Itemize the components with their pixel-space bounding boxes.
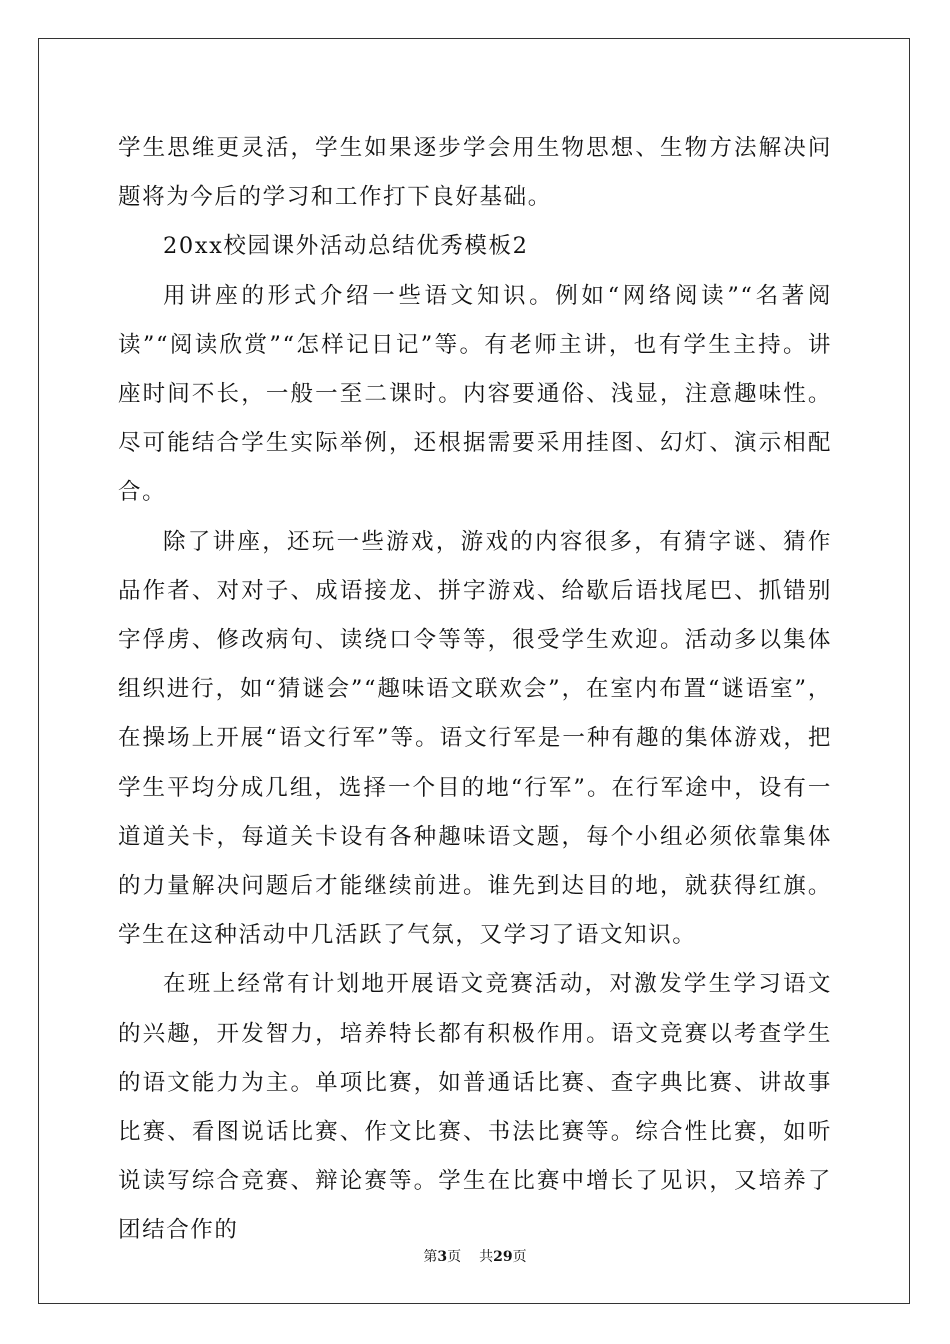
document-body — [118, 124, 832, 1256]
section-heading: 20xx校园课外活动总结优秀模板2 — [163, 233, 529, 260]
page-suffix: 页 — [447, 1249, 462, 1265]
paragraph-competitions: 在班上经常有计划地开展语文竞赛活动，对激发学生学习语文的兴趣，开发智力，培养特长都有积极作用。语文竞赛以考查学生的语文能力为主。单项比赛，如普通话比赛、查字典比赛、讲故事比赛、看图说话比赛、作文比赛、书法比赛等。综合性比赛，如听说读写综合竞赛、辩论赛等。学生在比赛中增长了见识，又培养了团结合作的 — [118, 971, 832, 1244]
paragraph-games: 除了讲座，还玩一些游戏，游戏的内容很多，有猜字谜、猜作品作者、对对子、成语接龙、拼字游戏、给歇后语找尾巴、抓错别字俘虏、修改病句、读绕口令等等，很受学生欢迎。活动多以集体组织进行，如“猜谜会”“趣味语文联欢会”，在室内布置“谜语室”，在操场上开展“语文行军”等。语文行军是一种有趣的集体游戏，把学生平均分成几组，选择一个目的地“行军”。在行军途中，设有一道道关卡，每道关卡设有各种趣味语文题，每个小组必须依靠集体的力量解决问题后才能继续前进。谁先到达目的地，就获得红旗。学生在这种活动中几活跃了气氛，又学习了语文知识。 — [118, 528, 832, 949]
page-prefix: 第 — [423, 1249, 438, 1265]
page-footer — [0, 1246, 950, 1266]
page-number: 3 — [437, 1249, 448, 1265]
total-prefix: 共 — [479, 1249, 494, 1265]
paragraph-lectures: 用讲座的形式介绍一些语文知识。例如“网络阅读”“名著阅读”“阅读欣赏”“怎样记日记”等。有老师主讲，也有学生主持。讲座时间不长，一般一至二课时。内容要通俗、浅显，注意趣味性。尽可能结合学生实际举例，还根据需要采用挂图、幻灯、演示相配合。 — [118, 282, 832, 506]
total-suffix: 页 — [512, 1249, 527, 1265]
total-pages: 29 — [493, 1249, 513, 1265]
paragraph-continuation: 学生思维更灵活，学生如果逐步学会用生物思想、生物方法解决问题将为今后的学习和工作打下良好基础。 — [118, 135, 832, 211]
